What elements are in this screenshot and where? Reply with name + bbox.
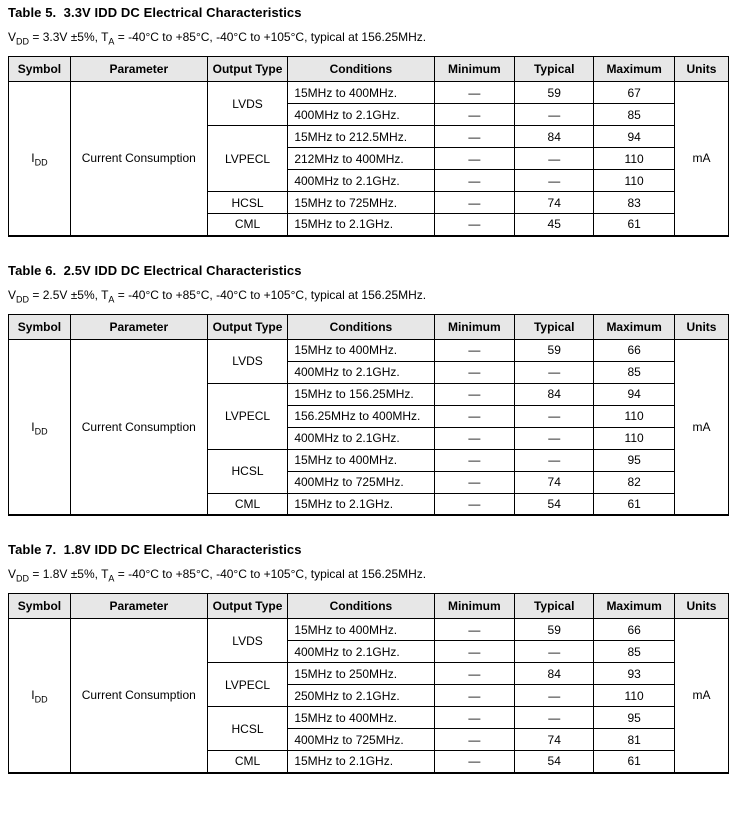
typical-cell: — — [515, 104, 594, 126]
maximum-cell: 110 — [594, 170, 675, 192]
output-type-cell: LVDS — [207, 339, 288, 383]
ta-subscript: A — [108, 36, 115, 47]
minimum-cell: — — [434, 214, 515, 236]
minimum-cell: — — [434, 729, 515, 751]
col-header-minimum: Minimum — [434, 594, 515, 619]
typical-cell: 59 — [515, 339, 594, 361]
col-header-typical: Typical — [515, 314, 594, 339]
header-row — [9, 594, 729, 619]
minimum-cell: — — [434, 685, 515, 707]
maximum-cell: 93 — [594, 663, 675, 685]
header-row — [9, 57, 729, 82]
output-type-cell: HCSL — [207, 707, 288, 751]
table7-section — [8, 542, 729, 774]
minimum-cell: — — [434, 192, 515, 214]
conditions-cell: 400MHz to 2.1GHz. — [288, 170, 434, 192]
units-cell: mA — [674, 82, 728, 236]
conditions-cell: 15MHz to 2.1GHz. — [288, 493, 434, 515]
col-header-units: Units — [674, 594, 728, 619]
col-header-parameter: Parameter — [70, 594, 207, 619]
typical-cell: 84 — [515, 126, 594, 148]
typical-cell: 59 — [515, 82, 594, 104]
output-type-cell: CML — [207, 214, 288, 236]
col-header-output-type: Output Type — [207, 57, 288, 82]
table6-conditions-line: $V_{DD} = 2.5V \pm 5\%$, $T_A = -40^\circ C$ to +85°C, -40°C to +105°C, typical at 156.25MHz. — [8, 287, 427, 304]
table-row — [9, 339, 729, 361]
minimum-cell: — — [434, 707, 515, 729]
col-header-units: Units — [674, 314, 728, 339]
conditions-cell: 156.25MHz to 400MHz. — [288, 405, 434, 427]
conditions-cell: 15MHz to 2.1GHz. — [288, 214, 434, 236]
col-header-parameter: Parameter — [70, 57, 207, 82]
table5 — [8, 56, 729, 237]
maximum-cell: 110 — [594, 148, 675, 170]
col-header-conditions: Conditions — [288, 594, 434, 619]
conditions-cell: 212MHz to 400MHz. — [288, 148, 434, 170]
maximum-cell: 85 — [594, 361, 675, 383]
maximum-cell: 61 — [594, 493, 675, 515]
table7 — [8, 593, 729, 774]
output-type-cell: CML — [207, 751, 288, 773]
conditions-cell: 15MHz to 400MHz. — [288, 339, 434, 361]
conditions-cell: 250MHz to 2.1GHz. — [288, 685, 434, 707]
maximum-cell: 82 — [594, 471, 675, 493]
conditions-cell: 15MHz to 725MHz. — [288, 192, 434, 214]
typical-cell: — — [515, 361, 594, 383]
parameter-cell: Current Consumption — [70, 82, 207, 236]
output-type-cell: LVDS — [207, 619, 288, 663]
typical-cell: 45 — [515, 214, 594, 236]
typical-cell: — — [515, 685, 594, 707]
typical-cell: — — [515, 148, 594, 170]
conditions-cell: 400MHz to 725MHz. — [288, 471, 434, 493]
col-header-maximum: Maximum — [594, 57, 675, 82]
table5-title: Table 5. 3.3V IDD DC Electrical Characteristics — [8, 5, 302, 20]
units-cell: mA — [674, 619, 728, 773]
maximum-cell: 110 — [594, 685, 675, 707]
col-header-parameter: Parameter — [70, 314, 207, 339]
maximum-cell: 83 — [594, 192, 675, 214]
header-row — [9, 314, 729, 339]
output-type-cell: LVPECL — [207, 126, 288, 192]
minimum-cell: — — [434, 405, 515, 427]
typical-cell: — — [515, 427, 594, 449]
typical-cell: 54 — [515, 751, 594, 773]
maximum-cell: 61 — [594, 751, 675, 773]
maximum-cell: 67 — [594, 82, 675, 104]
table6-section — [8, 263, 729, 517]
vdd-subscript: DD — [16, 36, 30, 47]
conditions-cell: 15MHz to 400MHz. — [288, 619, 434, 641]
col-header-minimum: Minimum — [434, 57, 515, 82]
maximum-cell: 85 — [594, 104, 675, 126]
typical-cell: — — [515, 707, 594, 729]
conditions-cell: 400MHz to 725MHz. — [288, 729, 434, 751]
minimum-cell: — — [434, 751, 515, 773]
minimum-cell: — — [434, 641, 515, 663]
typical-cell: 84 — [515, 383, 594, 405]
maximum-cell: 66 — [594, 339, 675, 361]
maximum-cell: 110 — [594, 405, 675, 427]
table5-conditions-line: $V_{DD} = 3.3V \pm 5\%$, $T_A = -40^\circ C$ to +85°C, -40°C to +105°C, typical at 156.25MHz. — [8, 30, 427, 47]
table5-section — [8, 5, 729, 237]
symbol-cell: $I_{DD}$ — [9, 619, 71, 773]
typical-cell: 74 — [515, 471, 594, 493]
typical-cell: — — [515, 449, 594, 471]
conditions-cell: 400MHz to 2.1GHz. — [288, 104, 434, 126]
conditions-cell: 15MHz to 212.5MHz. — [288, 126, 434, 148]
col-header-conditions: Conditions — [288, 57, 434, 82]
table-row — [9, 619, 729, 641]
ta-subscript: A — [108, 293, 115, 304]
typical-cell: 59 — [515, 619, 594, 641]
table6-title: Table 6. 2.5V IDD DC Electrical Characteristics — [8, 262, 302, 278]
maximum-cell: 94 — [594, 383, 675, 405]
typical-cell: 54 — [515, 493, 594, 515]
table7-title: Table 7. 1.8V IDD DC Electrical Characteristics — [8, 542, 302, 557]
minimum-cell: — — [434, 104, 515, 126]
col-header-symbol: Symbol — [9, 594, 71, 619]
typical-cell: — — [515, 170, 594, 192]
typical-cell: 74 — [515, 729, 594, 751]
conditions-cell: 15MHz to 2.1GHz. — [288, 751, 434, 773]
maximum-cell: 94 — [594, 126, 675, 148]
conditions-cell: 15MHz to 400MHz. — [288, 82, 434, 104]
minimum-cell: — — [434, 493, 515, 515]
parameter-cell: Current Consumption — [70, 619, 207, 773]
conditions-cell: 15MHz to 156.25MHz. — [288, 383, 434, 405]
minimum-cell: — — [434, 619, 515, 641]
vdd-subscript: DD — [16, 293, 30, 304]
conditions-cell: 15MHz to 400MHz. — [288, 707, 434, 729]
minimum-cell: — — [434, 471, 515, 493]
symbol-cell: $I_{DD}$ — [9, 82, 71, 236]
minimum-cell: — — [434, 449, 515, 471]
conditions-cell: 400MHz to 2.1GHz. — [288, 361, 434, 383]
typical-cell: 84 — [515, 663, 594, 685]
conditions-cell: 400MHz to 2.1GHz. — [288, 641, 434, 663]
parameter-cell: Current Consumption — [70, 339, 207, 515]
minimum-cell: — — [434, 361, 515, 383]
minimum-cell: — — [434, 82, 515, 104]
minimum-cell: — — [434, 383, 515, 405]
maximum-cell: 61 — [594, 214, 675, 236]
vdd-subscript: DD — [16, 573, 30, 584]
col-header-units: Units — [674, 57, 728, 82]
output-type-cell: CML — [207, 493, 288, 515]
output-type-cell: LVPECL — [207, 383, 288, 449]
output-type-cell: LVPECL — [207, 663, 288, 707]
minimum-cell: — — [434, 148, 515, 170]
maximum-cell: 66 — [594, 619, 675, 641]
conditions-cell: 400MHz to 2.1GHz. — [288, 427, 434, 449]
minimum-cell: — — [434, 170, 515, 192]
col-header-maximum: Maximum — [594, 594, 675, 619]
output-type-cell: HCSL — [207, 449, 288, 493]
symbol-cell: $I_{DD}$ — [9, 339, 71, 515]
col-header-typical: Typical — [515, 57, 594, 82]
col-header-conditions: Conditions — [288, 314, 434, 339]
typical-cell: — — [515, 405, 594, 427]
table6 — [8, 314, 729, 517]
col-header-maximum: Maximum — [594, 314, 675, 339]
maximum-cell: 95 — [594, 707, 675, 729]
col-header-typical: Typical — [515, 594, 594, 619]
maximum-cell: 85 — [594, 641, 675, 663]
minimum-cell: — — [434, 339, 515, 361]
col-header-output-type: Output Type — [207, 594, 288, 619]
conditions-cell: 15MHz to 400MHz. — [288, 449, 434, 471]
conditions-cell: 15MHz to 250MHz. — [288, 663, 434, 685]
col-header-minimum: Minimum — [434, 314, 515, 339]
col-header-output-type: Output Type — [207, 314, 288, 339]
minimum-cell: — — [434, 427, 515, 449]
table-row — [9, 82, 729, 104]
maximum-cell: 95 — [594, 449, 675, 471]
maximum-cell: 81 — [594, 729, 675, 751]
minimum-cell: — — [434, 663, 515, 685]
typical-cell: — — [515, 641, 594, 663]
output-type-cell: LVDS — [207, 82, 288, 126]
output-type-cell: HCSL — [207, 192, 288, 214]
col-header-symbol: Symbol — [9, 57, 71, 82]
ta-subscript: A — [108, 573, 115, 584]
units-cell: mA — [674, 339, 728, 515]
maximum-cell: 110 — [594, 427, 675, 449]
minimum-cell: — — [434, 126, 515, 148]
table7-conditions-line: $V_{DD} = 1.8V \pm 5\%$, $T_A = -40^\circ C$ to +85°C, -40°C to +105°C, typical at 156.25MHz. — [8, 567, 427, 584]
col-header-symbol: Symbol — [9, 314, 71, 339]
typical-cell: 74 — [515, 192, 594, 214]
